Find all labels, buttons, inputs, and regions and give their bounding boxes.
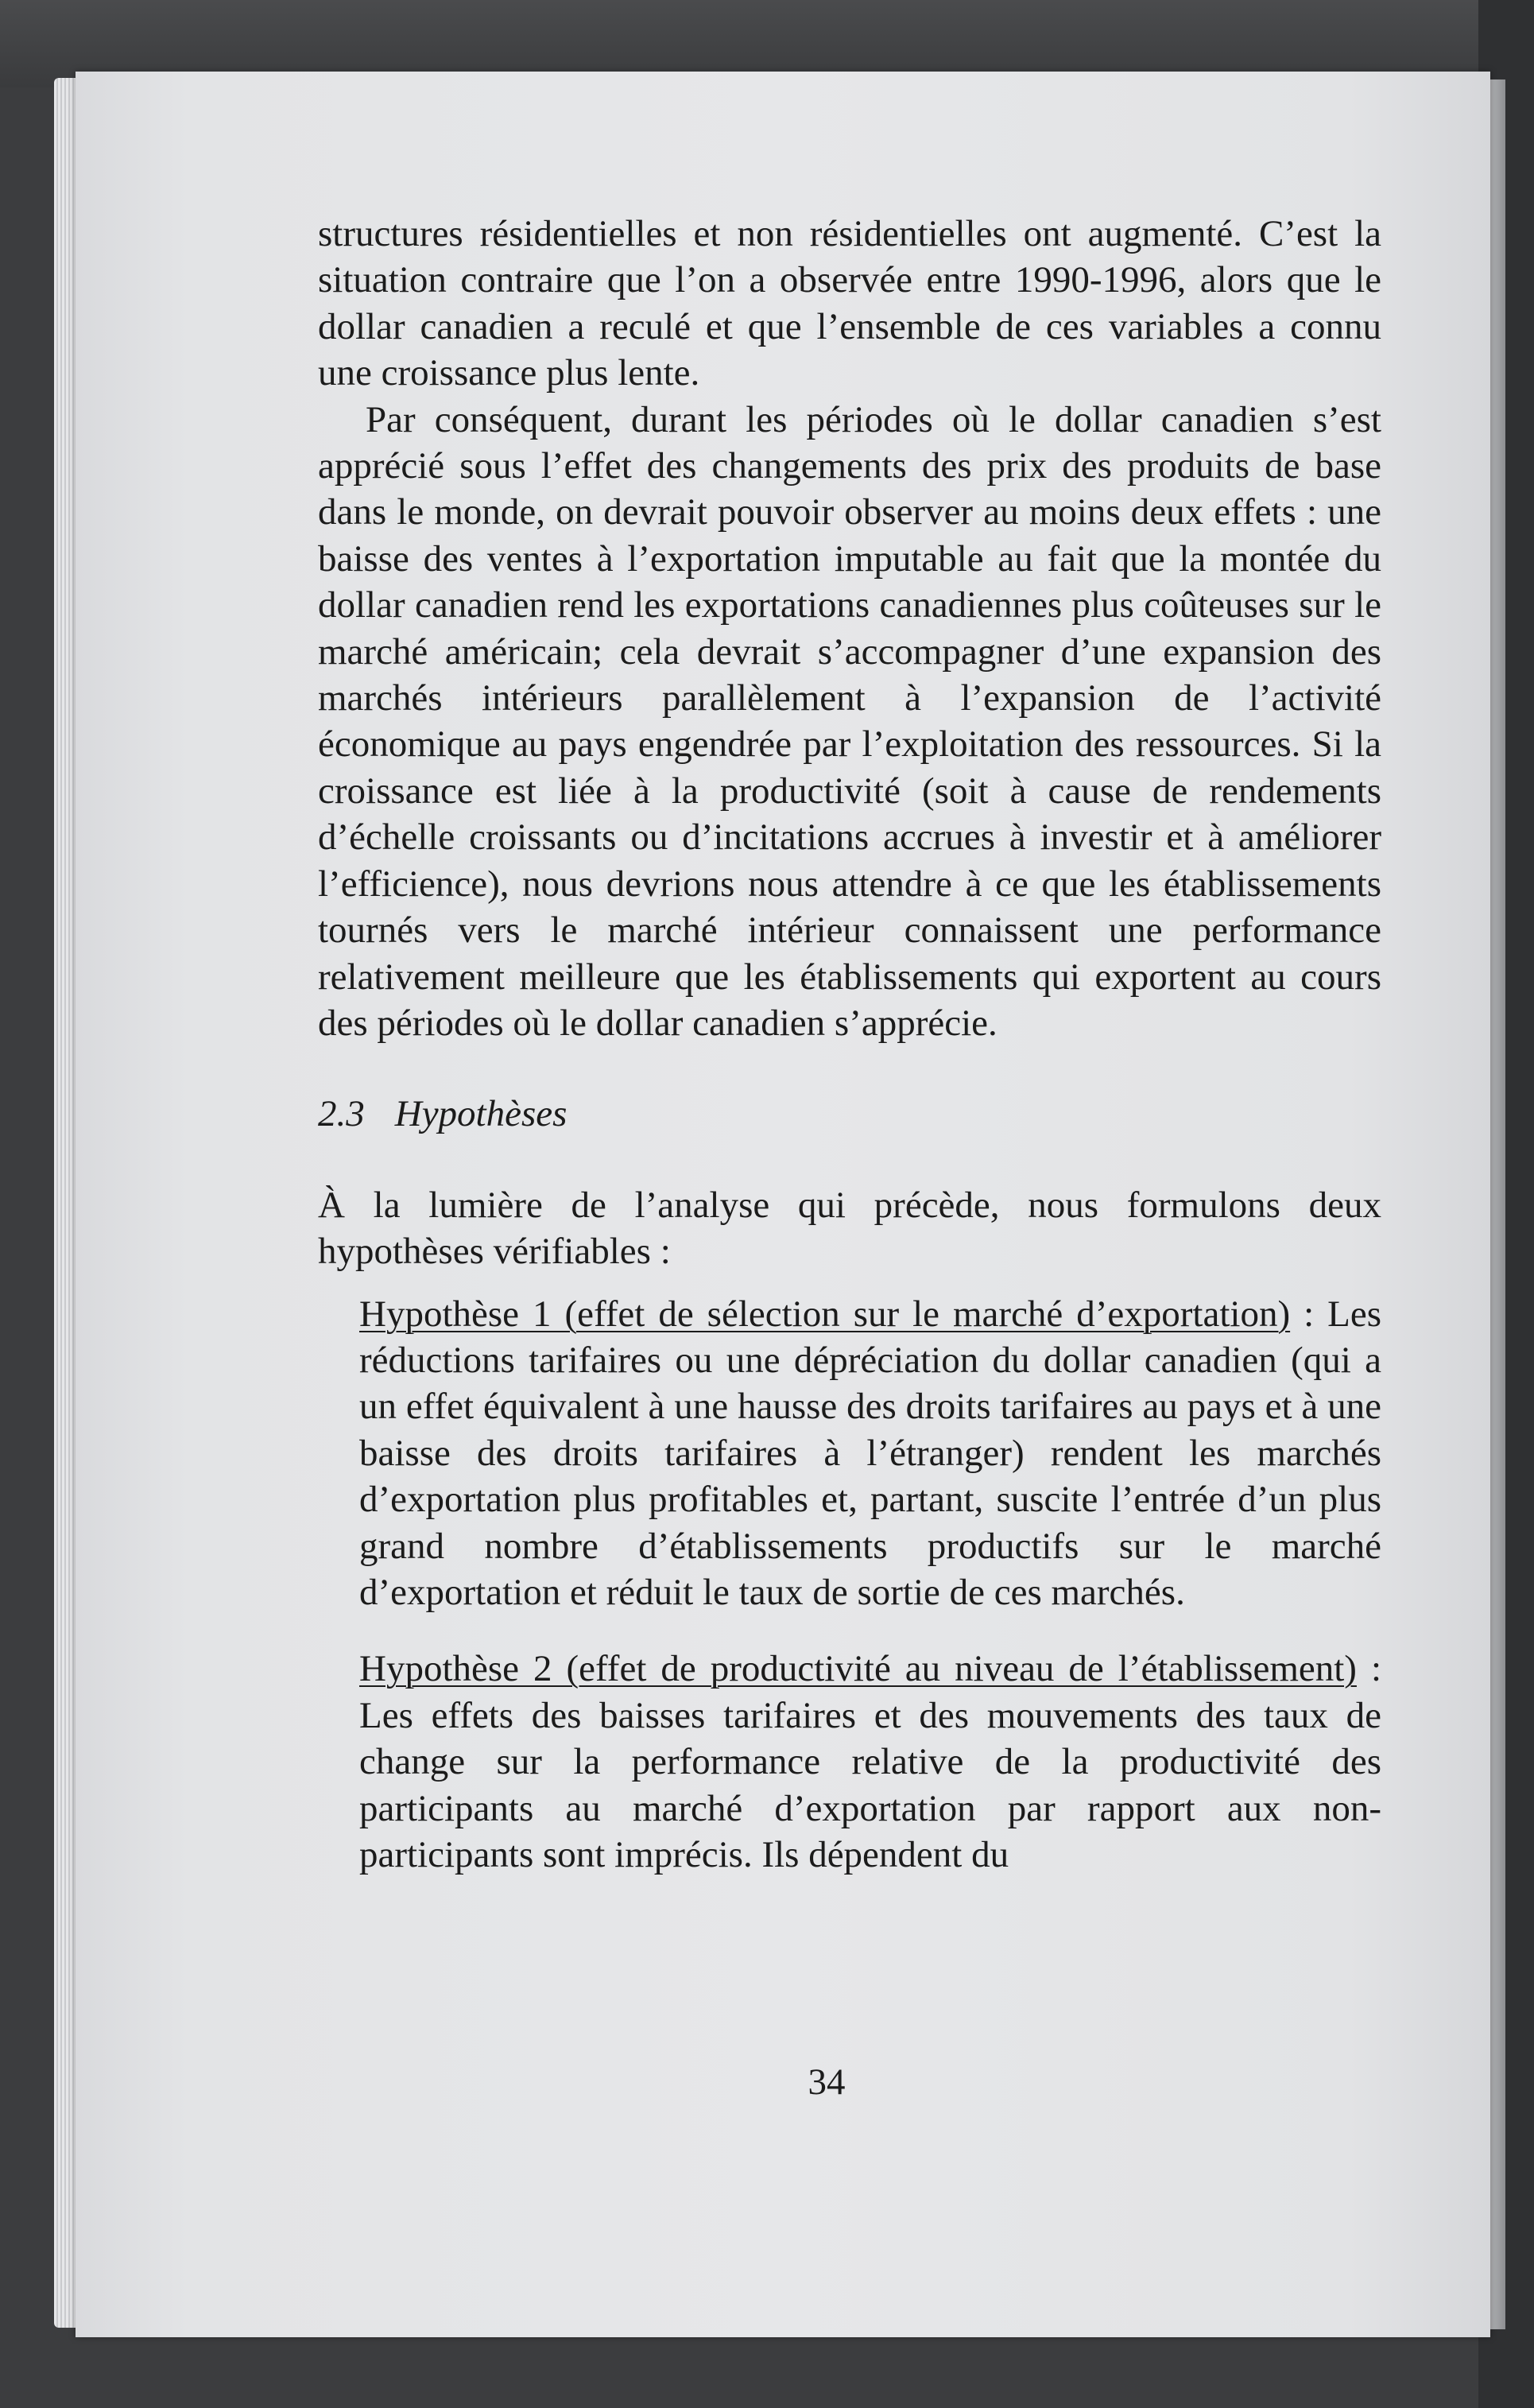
intro-paragraph: À la lumière de l’analyse qui précède, nous formulons deux hypothèses vérifiables : <box>318 1184 1381 1273</box>
section-title: Hypothèses <box>394 1093 568 1135</box>
hypothesis-2-body: : Les effets des baisses tarifaires et des mouvements des taux de change sur la performance relative de la productivité des participants au marché d’exportation par rapport aux non-participants sont imprécis. Ils dépendent du <box>359 1648 1381 1875</box>
hypothesis-1-body: : Les réductions tarifaires ou une dépréciation du dollar canadien (qui a un effet équivalent à une hausse des droits tarifaires au pays et à une baisse des droits tarifaires à l’étranger) rendent les marchés d’exportation plus profitables et, partant, suscite l’entrée d’un plus grand nombre d’établissements productifs sur le marché d’exportation et réduit le taux de sortie de ces marchés. <box>359 1293 1381 1613</box>
paragraph-2: Par conséquent, durant les périodes où le dollar canadien s’est apprécié sous l’effet des changements des prix des produits de base dans le monde, on devrait pouvoir observer au moins deux effets : une baisse des ventes à l’exportation imputable au fait que la montée du dollar canadien rend les exportations canadiennes plus coûteuses sur le marché américain; cela devrait s’accompagner d’une expansion des marchés intérieurs parallèlement à l’expansion de l’activité économique au pays engendrée par l’exploitation des ressources. Si la croissance est liée à la productivité (soit à cause de rendements d’échelle croissants ou d’incitations accrues à investir et à améliorer l’efficience), nous devrions nous attendre à ce que les établissements tournés vers le marché intérieur connaissent une performance relativement meilleure que les établissements qui exportent au cours des périodes où le dollar canadien s’apprécie. <box>318 398 1381 1044</box>
page-fold-shadow <box>1488 79 1505 2329</box>
hypothesis-1 <box>359 1291 1381 1616</box>
hypothesis-1-title: Hypothèse 1 (effet de sélection sur le marché d’exportation) <box>359 1293 1291 1335</box>
section-heading <box>318 1091 1381 1137</box>
paragraph-1: structures résidentielles et non résidentielles ont augmenté. C’est la situation contraire que l’on a observée entre 1990-1996, alors que le dollar canadien a reculé et que l’ensemble de ces variables a connu une croissance plus lente. <box>318 213 1381 394</box>
page-number: 34 <box>808 2061 846 2103</box>
page-text <box>318 211 1381 1878</box>
hypothesis-2 <box>359 1646 1381 1878</box>
hypothesis-2-title: Hypothèse 2 (effet de productivité au niveau de l’établissement) <box>359 1648 1357 1690</box>
section-number: 2.3 <box>318 1093 365 1135</box>
